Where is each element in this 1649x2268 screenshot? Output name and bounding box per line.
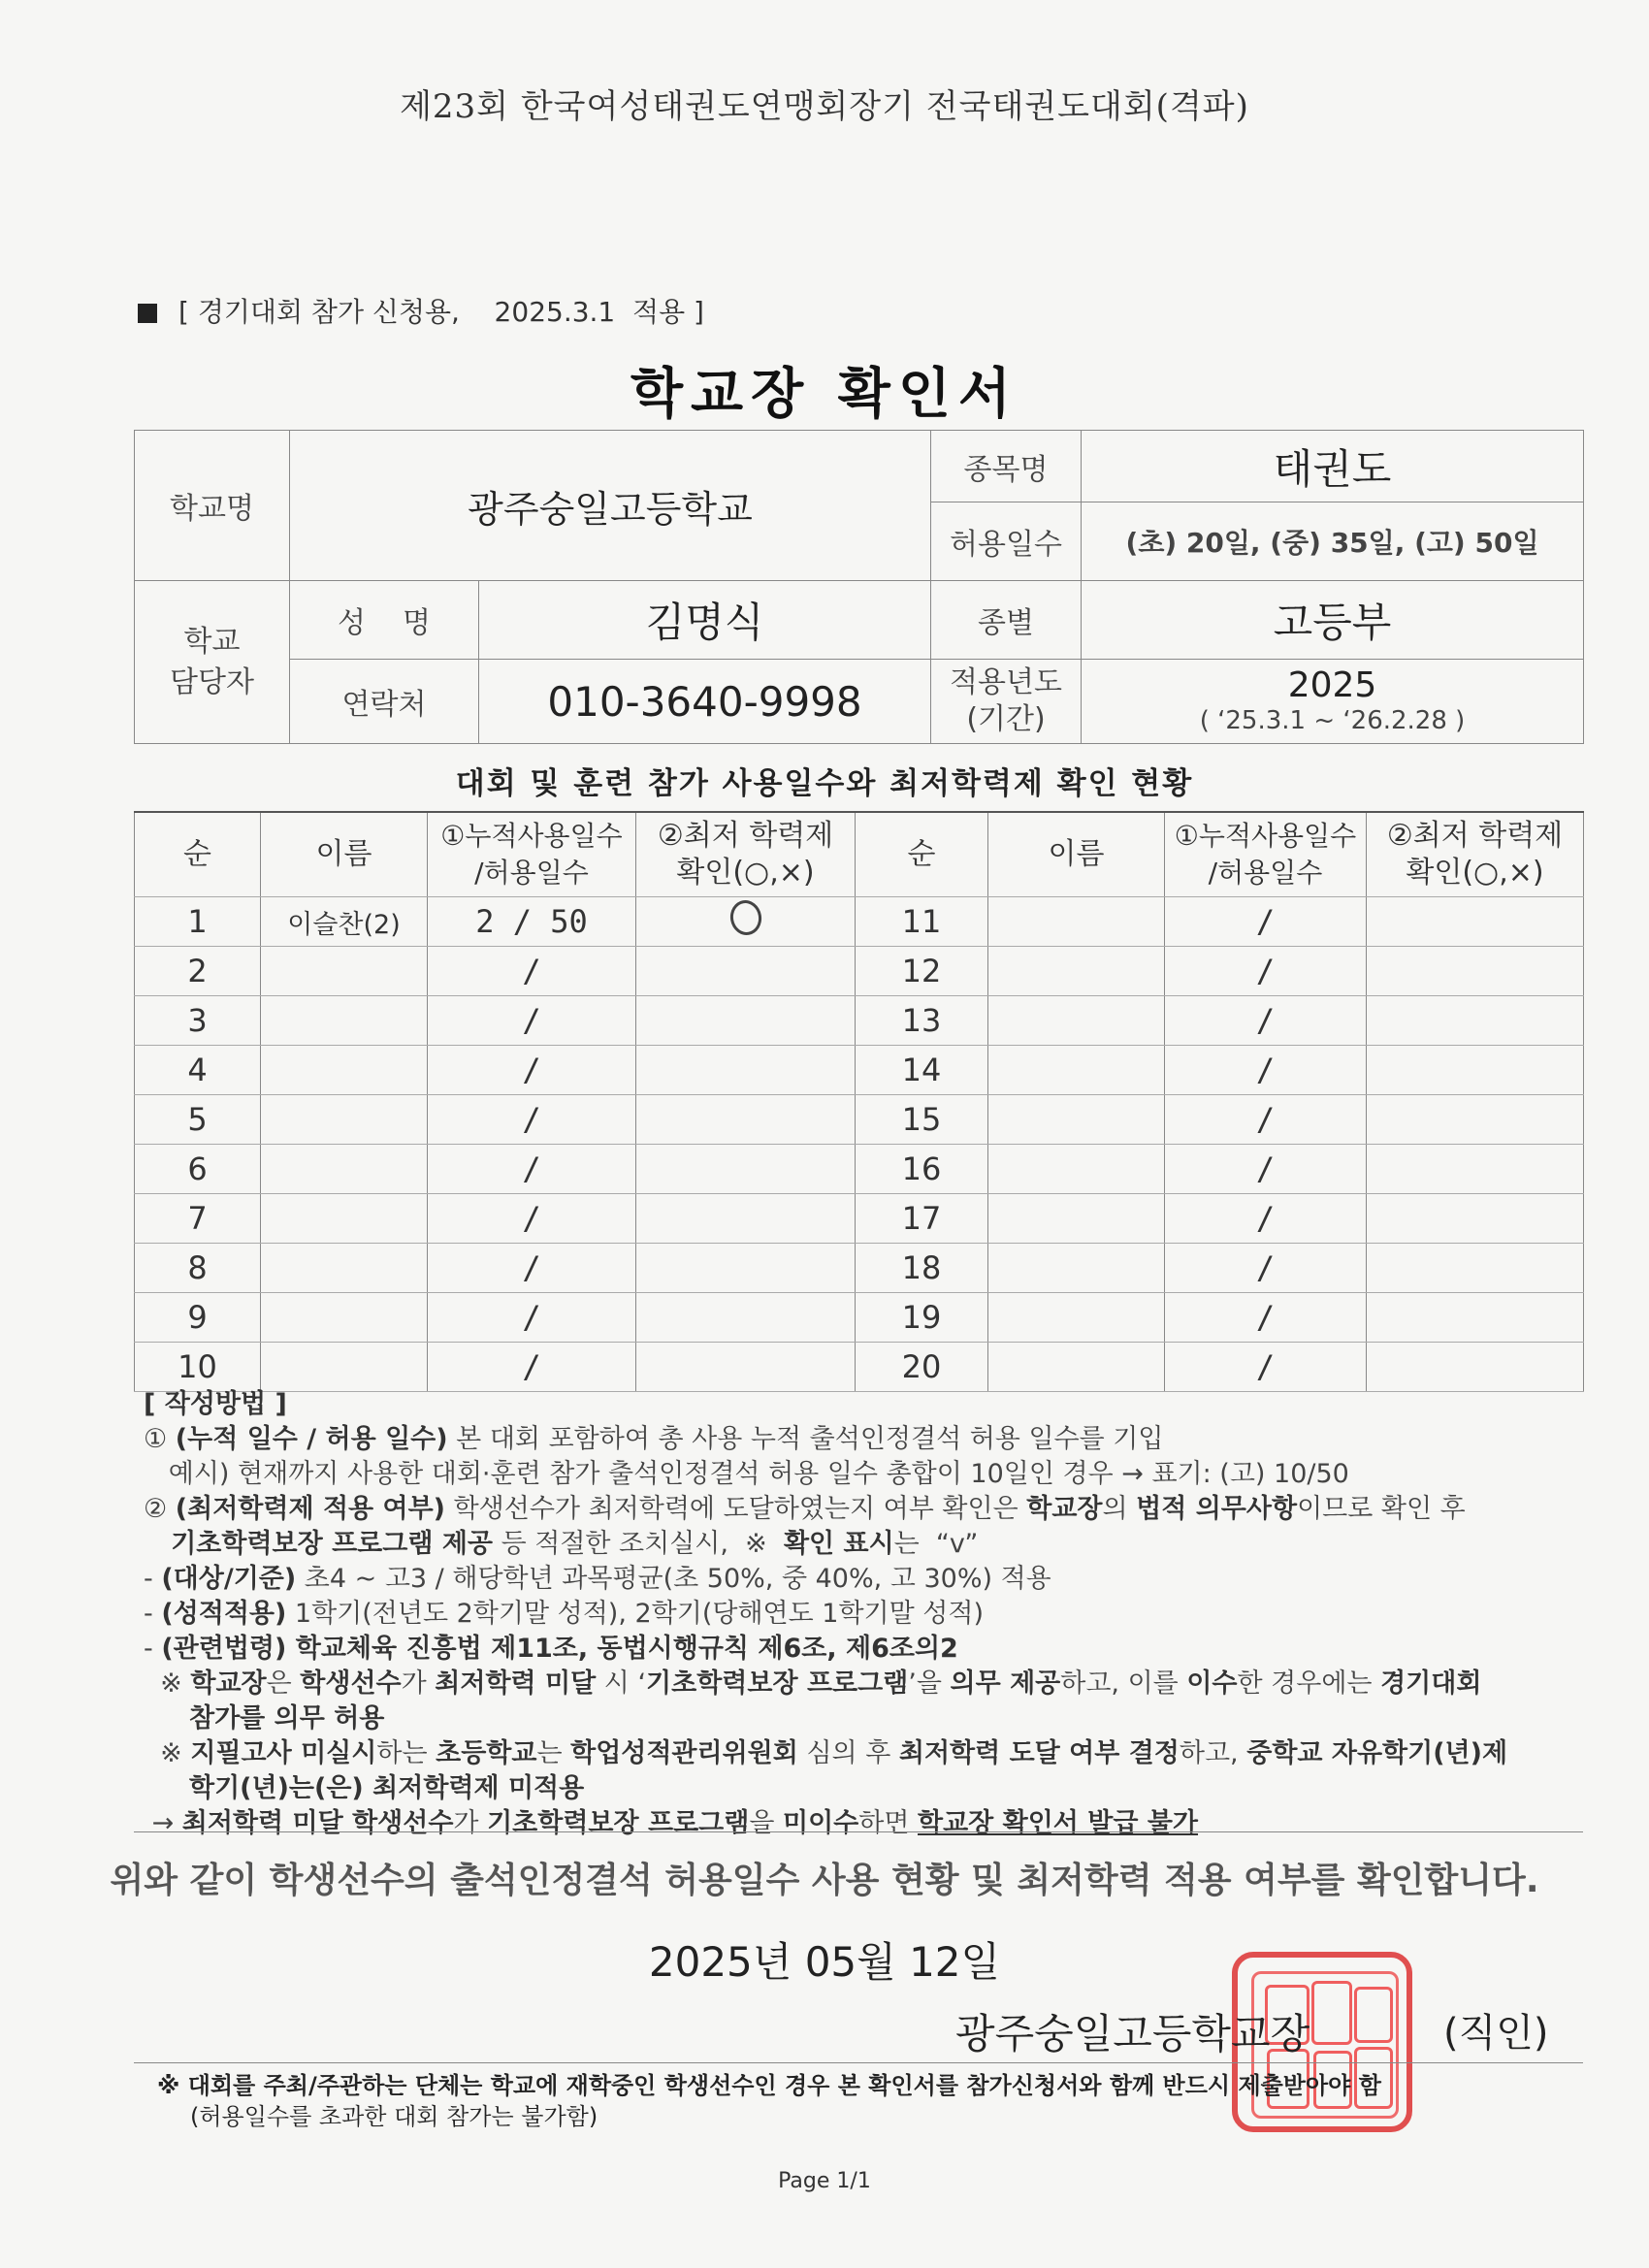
- allowed-days-label: 허용일수: [931, 502, 1082, 581]
- method-text: 의: [1102, 1494, 1137, 1524]
- row-check: [636, 1095, 856, 1145]
- method-text: ②: [144, 1494, 176, 1524]
- row-days-text: 2 / 50: [475, 903, 588, 940]
- row-number-text: 10: [178, 1348, 217, 1385]
- row-number: [135, 897, 261, 947]
- method-text: 는: [536, 1738, 571, 1768]
- row-check: [636, 1244, 856, 1293]
- method-text: ’을: [908, 1669, 951, 1699]
- row-days-text: /: [522, 1150, 541, 1187]
- method-text: -: [144, 1564, 162, 1594]
- table-row: [135, 996, 1584, 1046]
- row-name: [988, 1145, 1165, 1194]
- row-check: [1367, 1095, 1584, 1145]
- method-bold: 기초학력보장 프로그램: [487, 1808, 750, 1838]
- table-row: [135, 1046, 1584, 1095]
- row-number: [856, 947, 988, 996]
- method-bold: 미이수: [783, 1808, 859, 1838]
- method-bold: (누적 일수 / 허용 일수): [175, 1424, 448, 1454]
- row-number: [135, 947, 261, 996]
- row-name: [261, 1244, 428, 1293]
- row-check: [636, 1046, 856, 1095]
- school-label: 학교명: [135, 431, 290, 581]
- method-bold: 초등학교: [436, 1738, 537, 1768]
- row-number: [856, 1145, 988, 1194]
- method-bold: 최저학력 도달 여부 결정: [898, 1738, 1180, 1768]
- table-row: [135, 1244, 1584, 1293]
- method-bold: (관련법령) 학교체육 진흥법 제11조, 동법시행규칙 제6조, 제6조의2: [161, 1634, 958, 1664]
- page-number: Page 1/1: [778, 2169, 871, 2193]
- row-number: [856, 1343, 988, 1392]
- method-text: 하고, 이를: [1060, 1669, 1187, 1699]
- row-number-text: 1: [187, 903, 208, 940]
- method-bold: 의무 제공: [950, 1669, 1061, 1699]
- method-text: 1학기(전년도 2학기말 성적), 2학기(당해연도 1학기말 성적): [286, 1599, 984, 1629]
- method-text: 이므로 확인 후: [1297, 1494, 1466, 1524]
- row-name: [261, 1293, 428, 1343]
- row-number-text: 4: [187, 1052, 208, 1088]
- row-number-text: 17: [901, 1200, 942, 1237]
- notice-line: [138, 291, 704, 330]
- row-number: [856, 1194, 988, 1244]
- row-number: [135, 1244, 261, 1293]
- name-label: 성 명: [290, 581, 479, 660]
- row-number: [135, 1293, 261, 1343]
- footnote: [157, 2070, 1573, 2132]
- method-bold: 확인 표시: [783, 1529, 894, 1559]
- period-cell: [1082, 660, 1584, 744]
- row-days-text: /: [1255, 1150, 1276, 1187]
- method-bold: (최저학력제 적용 여부): [175, 1494, 446, 1524]
- row-days: [1165, 1293, 1367, 1343]
- method-text: 는 “v”: [893, 1529, 979, 1559]
- row-check: [636, 1343, 856, 1392]
- principal-name: 광주숭일고등학교장: [955, 2010, 1310, 2057]
- method-text: 가: [453, 1808, 488, 1838]
- row-days: [1165, 1194, 1367, 1244]
- method-bold: 최저학력 미달: [435, 1669, 597, 1699]
- row-number-text: 8: [187, 1249, 208, 1286]
- divider: [134, 1831, 1583, 1832]
- row-number-text: 3: [187, 1002, 208, 1039]
- row-check: [636, 996, 856, 1046]
- method-text: →: [144, 1808, 182, 1838]
- document-title: 학교장 확인서: [630, 363, 1019, 426]
- method-text: ①: [144, 1424, 176, 1454]
- info-table: [134, 430, 1584, 744]
- division-label: 종별: [931, 581, 1082, 660]
- footnote-line: ※ 대회를 주최/주관하는 단체는 학교에 재학중인 학생선수인 경우 본 확인서를 참가신청서와 함께 반드시 제출받아야 함: [157, 2072, 1381, 2099]
- row-name: [261, 1194, 428, 1244]
- contact-value: 010-3640-9998: [479, 660, 931, 744]
- col-no-header: 순: [856, 812, 988, 897]
- row-number: [856, 1244, 988, 1293]
- period-year: 2025: [1287, 665, 1377, 705]
- seal-label: (직인): [1443, 2011, 1549, 2056]
- method-text: -: [144, 1599, 162, 1629]
- table-row: [135, 1194, 1584, 1244]
- method-bold: 참가를 의무 허용: [144, 1703, 385, 1733]
- row-number-text: 19: [901, 1299, 942, 1336]
- row-days: [428, 1095, 636, 1145]
- row-days: [428, 996, 636, 1046]
- row-days: [1165, 996, 1367, 1046]
- row-name: [988, 1194, 1165, 1244]
- row-number: [856, 1293, 988, 1343]
- row-name-text: 이슬찬(2): [287, 909, 401, 940]
- seal-glyph: [1354, 1987, 1393, 2043]
- method-bold: 학교장: [1026, 1494, 1103, 1524]
- col-name-header: 이름: [261, 812, 428, 897]
- row-check: [636, 897, 856, 947]
- method-text: 하고,: [1179, 1738, 1247, 1768]
- col-check-header: ②최저 학력제 확인(○,×): [1367, 812, 1584, 897]
- row-days: [428, 947, 636, 996]
- row-name: [988, 897, 1165, 947]
- row-name: [261, 1046, 428, 1095]
- confirm-statement: 위와 같이 학생선수의 출석인정결석 허용일수 사용 현황 및 최저학력 적용 여부를 확인합니다.: [110, 1861, 1539, 1900]
- table-row: [135, 1095, 1584, 1145]
- row-number-text: 16: [901, 1150, 942, 1187]
- row-number: [135, 1046, 261, 1095]
- method-text: 심의 후: [797, 1738, 899, 1768]
- method-bold: 최저학력 미달 학생선수: [181, 1808, 454, 1838]
- method-text: 은: [266, 1669, 301, 1699]
- row-number-text: 5: [187, 1101, 208, 1138]
- row-name: [261, 1095, 428, 1145]
- method-bold: 학교장: [190, 1669, 267, 1699]
- row-number: [856, 1046, 988, 1095]
- row-days-text: /: [522, 1200, 541, 1237]
- method-text: 등 적절한 조치실시, ※: [492, 1529, 784, 1559]
- method-text: -: [144, 1634, 162, 1664]
- row-days-text: /: [522, 953, 541, 989]
- row-number: [135, 996, 261, 1046]
- method-text: ※: [144, 1669, 191, 1699]
- manager-label: 학교 담당자: [135, 581, 290, 744]
- row-days: [1165, 1095, 1367, 1145]
- row-days-text: /: [522, 1299, 541, 1336]
- method-bold: 법적 의무사항: [1136, 1494, 1298, 1524]
- row-check: [1367, 1145, 1584, 1194]
- row-name: [261, 897, 428, 947]
- division-value: 고등부: [1082, 581, 1584, 660]
- row-number: [135, 1095, 261, 1145]
- row-days: [428, 1293, 636, 1343]
- row-number-text: 7: [187, 1200, 208, 1237]
- method-bold: (대상/기준): [161, 1564, 297, 1594]
- row-number-text: 15: [901, 1101, 942, 1138]
- row-days-text: /: [1255, 953, 1276, 989]
- row-days: [1165, 947, 1367, 996]
- method-text: 초4 ~ 고3 / 해당학년 과목평균(초 50%, 중 40%, 고 30%) 적용: [296, 1564, 1051, 1594]
- method-text: 하면: [858, 1808, 918, 1838]
- method-bold: 기초학력보장 프로그램: [646, 1669, 909, 1699]
- row-number: [856, 897, 988, 947]
- row-number: [135, 1194, 261, 1244]
- row-days-text: /: [1255, 1200, 1276, 1237]
- row-days-text: /: [522, 1101, 541, 1138]
- row-days: [1165, 897, 1367, 947]
- row-name: [988, 1293, 1165, 1343]
- row-days: [428, 1046, 636, 1095]
- method-text: 본 대회 포함하여 총 사용 누적 출석인정결석 허용 일수를 기입: [447, 1424, 1164, 1454]
- row-days: [1165, 1046, 1367, 1095]
- table-row: [135, 1293, 1584, 1343]
- method-text: 학생선수가 최저학력에 도달하였는지 여부 확인은: [445, 1494, 1027, 1524]
- notice-text: [ 경기대회 참가 신청용, 2025.3.1 적용 ]: [178, 296, 704, 328]
- method-bold: 학기(년)는(은) 최저학력제 미적용: [144, 1773, 585, 1803]
- allowed-days-value: (초) 20일, (중) 35일, (고) 50일: [1082, 502, 1584, 581]
- row-days-text: /: [522, 1002, 541, 1039]
- row-days-text: /: [1255, 1002, 1276, 1039]
- row-days-text: /: [522, 1052, 541, 1088]
- row-days: [428, 897, 636, 947]
- row-days-text: /: [1255, 1299, 1276, 1336]
- row-name: [988, 1046, 1165, 1095]
- period-range: ( ‘25.3.1 ~ ‘26.2.28 ): [1199, 706, 1466, 735]
- row-days: [428, 1244, 636, 1293]
- row-days-text: /: [1255, 1052, 1276, 1088]
- row-days: [1165, 1343, 1367, 1392]
- row-number-text: 6: [187, 1150, 208, 1187]
- sport-value: 태권도: [1082, 431, 1584, 502]
- method-bold: (성적적용): [161, 1599, 287, 1629]
- row-check: [1367, 1194, 1584, 1244]
- row-days: [428, 1145, 636, 1194]
- row-days-text: /: [1255, 1249, 1276, 1286]
- method-text: 예시) 현재까지 사용한 대회·훈련 참가 출석인정결석 허용 일수 총합이 10일인 경우 → 표기: (고) 10/50: [144, 1459, 1349, 1489]
- method-text: 한 경우에는: [1237, 1669, 1381, 1699]
- event-title: 제23회 한국여성태권도연맹회장기 전국태권도대회(격파): [400, 87, 1249, 126]
- row-name: [261, 996, 428, 1046]
- row-days-text: /: [1255, 1101, 1276, 1138]
- row-name: [261, 1145, 428, 1194]
- method-bold: 기초학력보장 프로그램 제공: [144, 1529, 493, 1559]
- period-label: 적용년도 (기간): [931, 660, 1082, 744]
- table-row: [135, 1145, 1584, 1194]
- table-row: [135, 947, 1584, 996]
- contact-label: 연락처: [290, 660, 479, 744]
- row-days-text: /: [1255, 1348, 1276, 1385]
- row-check: [1367, 947, 1584, 996]
- row-name: [988, 1343, 1165, 1392]
- row-number: [135, 1343, 261, 1392]
- row-name: [988, 1244, 1165, 1293]
- method-text: ※: [144, 1738, 191, 1768]
- col-name-header: 이름: [988, 812, 1165, 897]
- school-value: 광주숭일고등학교: [290, 431, 931, 581]
- row-number: [856, 996, 988, 1046]
- row-check: [1367, 1343, 1584, 1392]
- method-bold: 중학교 자유학기(년)제: [1246, 1738, 1508, 1768]
- row-number-text: 12: [901, 953, 942, 989]
- method-bold: 지필고사 미실시: [190, 1738, 377, 1768]
- method-text: 을: [749, 1808, 783, 1838]
- method-bold: 이수: [1186, 1669, 1238, 1699]
- row-check: [636, 1293, 856, 1343]
- method-bold: 경기대회: [1380, 1669, 1482, 1699]
- row-days-text: /: [522, 1249, 541, 1286]
- method-text: 시 ‘: [596, 1669, 647, 1699]
- method-title: [ 작성방법 ]: [144, 1389, 287, 1419]
- row-check: [1367, 897, 1584, 947]
- row-number-text: 20: [901, 1348, 942, 1385]
- divider: [134, 2062, 1583, 2063]
- row-days-text: /: [1255, 903, 1276, 940]
- row-check: [1367, 1293, 1584, 1343]
- row-number-text: 13: [901, 1002, 942, 1039]
- row-check: [1367, 996, 1584, 1046]
- row-check: [1367, 1046, 1584, 1095]
- method-bold: 학생선수: [300, 1669, 402, 1699]
- participation-table: [134, 811, 1584, 1392]
- row-number: [135, 1145, 261, 1194]
- row-name: [261, 947, 428, 996]
- issue-date: 2025년 05월 12일: [648, 1938, 1001, 1986]
- row-days-text: /: [522, 1348, 541, 1385]
- table-row: [135, 1343, 1584, 1392]
- col-no-header: 순: [135, 812, 261, 897]
- footnote-line: (허용일수를 초과한 대회 참가는 불가함): [190, 2103, 598, 2130]
- col-days-header: ①누적사용일수 /허용일수: [1165, 812, 1367, 897]
- row-number-text: 14: [901, 1052, 942, 1088]
- table-row: [135, 897, 1584, 947]
- row-number-text: 18: [901, 1249, 942, 1286]
- table-title: 대회 및 훈련 참가 사용일수와 최저학력제 확인 현황: [455, 766, 1194, 801]
- row-check: [636, 1194, 856, 1244]
- seal-glyph: [1311, 1981, 1352, 2045]
- row-name: [988, 1095, 1165, 1145]
- row-days: [1165, 1145, 1367, 1194]
- method-bold: 학업성적관리위원회: [570, 1738, 798, 1768]
- row-check: [1367, 1244, 1584, 1293]
- writing-method: [144, 1387, 1579, 1841]
- row-name: [988, 947, 1165, 996]
- circle-check-mark: [728, 897, 764, 937]
- col-check-header: ②최저 학력제 확인(○,×): [636, 812, 856, 897]
- square-bullet-icon: [138, 304, 157, 323]
- row-number: [856, 1095, 988, 1145]
- row-days: [1165, 1244, 1367, 1293]
- row-name: [261, 1343, 428, 1392]
- row-days: [428, 1343, 636, 1392]
- sport-label: 종목명: [931, 431, 1082, 502]
- method-bold: 학교장 확인서 발급 불가: [918, 1808, 1199, 1838]
- method-text: 하는: [376, 1738, 436, 1768]
- row-check: [636, 1145, 856, 1194]
- row-number-text: 9: [187, 1299, 208, 1336]
- row-days: [428, 1194, 636, 1244]
- row-number-text: 2: [187, 953, 208, 989]
- name-value: 김명식: [479, 581, 931, 660]
- row-check: [636, 947, 856, 996]
- method-text: 가: [401, 1669, 436, 1699]
- row-name: [988, 996, 1165, 1046]
- col-days-header: ①누적사용일수 /허용일수: [428, 812, 636, 897]
- row-number-text: 11: [901, 903, 942, 940]
